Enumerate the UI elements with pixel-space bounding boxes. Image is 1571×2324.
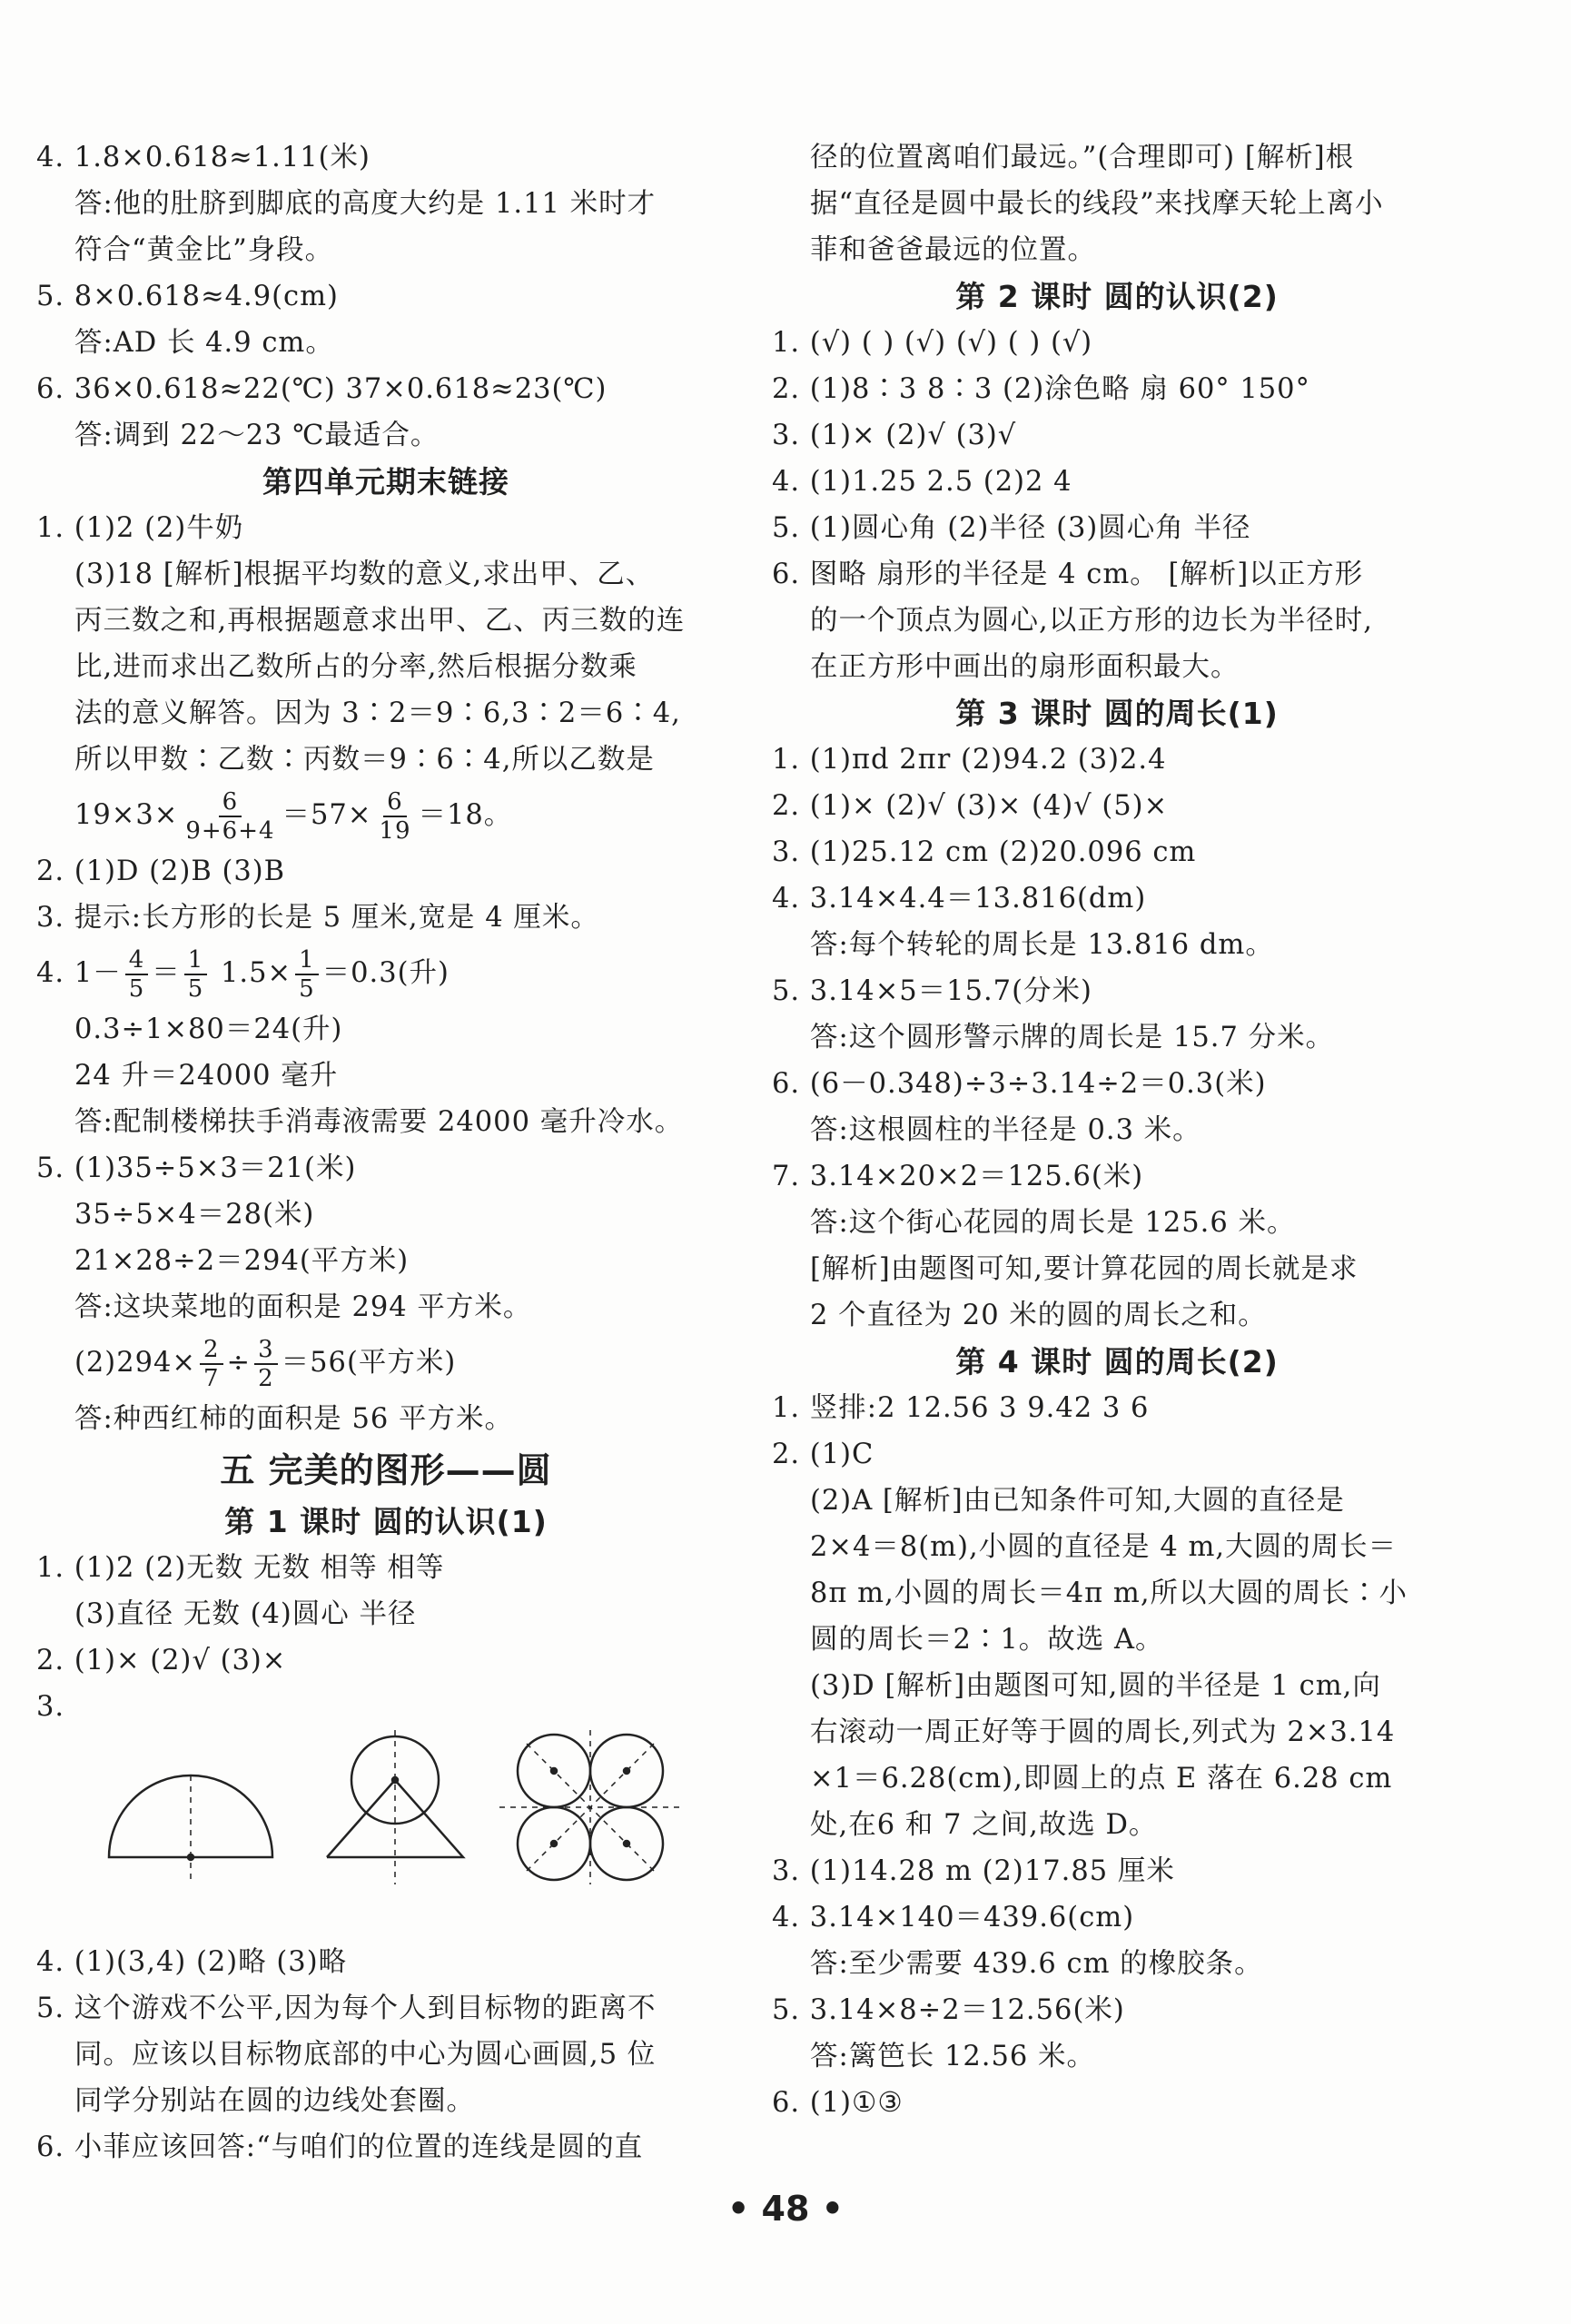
geometry-drawings bbox=[73, 1730, 690, 1912]
answer-line: 同学分别站在圆的边线处套圈。 bbox=[74, 2085, 475, 2117]
semicircle-figure bbox=[109, 1775, 272, 1884]
lesson-heading: 第 3 课时 圆的周长(1) bbox=[955, 696, 1279, 731]
answer-line: (3)18 [解析]根据平均数的意义,求出甲、乙、 bbox=[74, 559, 655, 590]
answer-line: 6. 小菲应该回答:“与咱们的位置的连线是圆的直 bbox=[36, 2131, 644, 2163]
answer-line: [解析]由题图可知,要计算花园的周长就是求 bbox=[810, 1253, 1359, 1285]
answer-line: 圆的周长＝2∶1。故选 A。 bbox=[810, 1624, 1164, 1656]
answer-line: 据“直径是圆中最长的线段”来找摩天轮上离小 bbox=[810, 188, 1384, 220]
answer-line: 5. 这个游戏不公平,因为每个人到目标物的距离不 bbox=[36, 1993, 657, 2024]
answer-line: 1. 竖排:2 12.56 3 9.42 3 6 bbox=[772, 1392, 1150, 1424]
answer-line: 3. bbox=[36, 1691, 65, 1723]
right-column bbox=[772, 134, 1462, 2126]
answer-line: 4. (1)(3,4) (2)略 (3)略 bbox=[36, 1946, 348, 1978]
answer-line: 答:他的肚脐到脚底的高度大约是 1.11 米时才 bbox=[74, 188, 657, 220]
answer-line: 3. (1)14.28 m (2)17.85 厘米 bbox=[772, 1855, 1175, 1887]
answer-line: 4. 3.14×140＝439.6(cm) bbox=[772, 1902, 1135, 1933]
answer-line: 0.3÷1×80＝24(升) bbox=[74, 1014, 343, 1045]
page-number: • 48 • bbox=[727, 2189, 844, 2229]
answer-line: (3)D [解析]由题图可知,圆的半径是 1 cm,向 bbox=[810, 1670, 1381, 1702]
chapter-heading: 五 完美的图形——圆 bbox=[220, 1450, 552, 1490]
lesson-heading: 第 2 课时 圆的认识(2) bbox=[955, 279, 1279, 314]
fraction-line: (2)294× $\frac{2}{7}$ ÷ $\frac{3}{2}$ ＝56(平方米) bbox=[74, 1336, 457, 1392]
answer-line: 答:配制楼梯扶手消毒液需要 24000 毫升冷水。 bbox=[74, 1106, 684, 1138]
answer-line: 24 升＝24000 毫升 bbox=[74, 1060, 339, 1092]
answer-line: 6. 36×0.618≈22(℃) 37×0.618≈23(℃) bbox=[36, 373, 608, 405]
answer-line: 4. 3.14×4.4＝13.816(dm) bbox=[772, 883, 1147, 915]
answer-line: 1. (1)πd 2πr (2)94.2 (3)2.4 bbox=[772, 744, 1167, 776]
answer-line: 答:这根圆柱的半径是 0.3 米。 bbox=[810, 1114, 1201, 1146]
fraction: $\frac{3}{2}$ bbox=[254, 1336, 278, 1392]
answer-line: 答:篱笆长 12.56 米。 bbox=[810, 2041, 1095, 2072]
answer-line: 答:这个圆形警示牌的周长是 15.7 分米。 bbox=[810, 1022, 1335, 1053]
answer-line: 8π m,小圆的周长＝4π m,所以大圆的周长∶小 bbox=[810, 1577, 1408, 1609]
answer-line: (3)直径 无数 (4)圆心 半径 bbox=[74, 1598, 417, 1630]
answer-line: 2. (1)× (2)√ (3)× (4)√ (5)× bbox=[772, 790, 1169, 822]
answer-line: 丙三数之和,再根据题意求出甲、乙、丙三数的连 bbox=[74, 605, 686, 637]
answer-line: 答:每个转轮的周长是 13.816 dm。 bbox=[810, 929, 1274, 961]
answer-line: 5. 3.14×5＝15.7(分米) bbox=[772, 975, 1092, 1007]
answer-line: 答:AD 长 4.9 cm。 bbox=[74, 327, 334, 359]
answer-line: 4. 1.8×0.618≈1.11(米) bbox=[36, 142, 371, 173]
answer-line: 6. (6－0.348)÷3÷3.14÷2＝0.3(米) bbox=[772, 1068, 1267, 1100]
left-column bbox=[36, 134, 736, 2171]
answer-line: 6. 图略 扇形的半径是 4 cm。 [解析]以正方形 bbox=[772, 559, 1364, 590]
answer-line: 2×4＝8(m),小圆的直径是 4 m,大圆的周长＝ bbox=[810, 1531, 1398, 1563]
answer-line: (2)A [解析]由已知条件可知,大圆的直径是 bbox=[810, 1485, 1345, 1517]
answer-line: 法的意义解答。因为 3∶2＝9∶6,3∶2＝6∶4, bbox=[74, 697, 681, 729]
answer-line: 处,在6 和 7 之间,故选 D。 bbox=[810, 1809, 1158, 1841]
answer-line: 右滚动一周正好等于圆的周长,列式为 2×3.14 bbox=[810, 1716, 1396, 1748]
answer-line: 2. (1)× (2)√ (3)× bbox=[36, 1645, 287, 1676]
fraction: $\frac{6}{9+6+4}$ bbox=[185, 788, 275, 845]
answer-line: 1. (√) ( ) (√) (√) ( ) (√) bbox=[772, 327, 1093, 359]
circle-figures bbox=[36, 1730, 736, 1939]
four-circles-figure bbox=[499, 1730, 681, 1884]
answer-line: 2. (1)8∶3 8∶3 (2)涂色略 扇 60° 150° bbox=[772, 373, 1310, 405]
circle-triangle-figure bbox=[327, 1730, 463, 1884]
answer-line: 21×28÷2＝294(平方米) bbox=[74, 1245, 410, 1277]
answer-line: 5. (1)圆心角 (2)半径 (3)圆心角 半径 bbox=[772, 512, 1251, 544]
answer-line: 5. 3.14×8÷2＝12.56(米) bbox=[772, 1994, 1125, 2026]
fraction: $\frac{1}{5}$ bbox=[295, 946, 319, 1003]
answer-line: 比,进而求出乙数所占的分率,然后根据分数乘 bbox=[74, 651, 637, 683]
fraction: $\frac{4}{5}$ bbox=[125, 946, 149, 1003]
answer-line: 符合“黄金比”身段。 bbox=[74, 234, 334, 266]
lesson-heading: 第 1 课时 圆的认识(1) bbox=[224, 1504, 548, 1539]
answer-line: 3. 提示:长方形的长是 5 厘米,宽是 4 厘米。 bbox=[36, 902, 599, 934]
answer-line: 答:种西红柿的面积是 56 平方米。 bbox=[74, 1403, 513, 1435]
answer-line: 7. 3.14×20×2＝125.6(米) bbox=[772, 1161, 1144, 1192]
fraction: $\frac{6}{19}$ bbox=[379, 788, 411, 845]
answer-line: 同。应该以目标物底部的中心为圆心画圆,5 位 bbox=[74, 2039, 657, 2071]
answer-line: 的一个顶点为圆心,以正方形的边长为半径时, bbox=[810, 605, 1373, 637]
answer-line: 菲和爸爸最远的位置。 bbox=[810, 234, 1096, 266]
answer-line: 6. (1)①③ bbox=[772, 2087, 904, 2119]
section-heading: 第四单元期末链接 bbox=[262, 464, 509, 499]
answer-line: 答:调到 22～23 ℃最适合。 bbox=[74, 420, 440, 451]
fraction-line: 4. 1－ $\frac{4}{5}$ ＝ $\frac{1}{5}$ 1.5× $\frac{1}{5}$ ＝0.3(升) bbox=[36, 946, 450, 1003]
answer-line: 3. (1)× (2)√ (3)√ bbox=[772, 420, 1017, 451]
answer-line: 2. (1)C bbox=[772, 1439, 874, 1470]
fraction: $\frac{1}{5}$ bbox=[184, 946, 208, 1003]
answer-line: 径的位置离咱们最远。”(合理即可) [解析]根 bbox=[810, 142, 1355, 173]
answer-line: 3. (1)25.12 cm (2)20.096 cm bbox=[772, 836, 1197, 868]
answer-line: 1. (1)2 (2)无数 无数 相等 相等 bbox=[36, 1552, 445, 1584]
answer-line: 答:这块菜地的面积是 294 平方米。 bbox=[74, 1291, 532, 1323]
answer-line: 答:至少需要 439.6 cm 的橡胶条。 bbox=[810, 1948, 1263, 1980]
answer-line: 所以甲数∶乙数∶丙数＝9∶6∶4,所以乙数是 bbox=[74, 744, 655, 776]
answer-line: ×1＝6.28(cm),即圆上的点 E 落在 6.28 cm bbox=[810, 1763, 1393, 1795]
fraction-line: 19×3× $\frac{6}{9+6+4}$ ＝57× $\frac{6}{19}$ ＝18。 bbox=[74, 788, 513, 845]
lesson-heading: 第 4 课时 圆的周长(2) bbox=[955, 1344, 1279, 1380]
answer-line: 在正方形中画出的扇形面积最大。 bbox=[810, 651, 1240, 683]
answer-line: 5. 8×0.618≈4.9(cm) bbox=[36, 281, 339, 312]
answer-line: 5. (1)35÷5×3＝21(米) bbox=[36, 1152, 357, 1184]
answer-line: 1. (1)2 (2)牛奶 bbox=[36, 512, 244, 544]
fraction: $\frac{2}{7}$ bbox=[200, 1336, 223, 1392]
answer-line: 4. (1)1.25 2.5 (2)2 4 bbox=[772, 466, 1072, 498]
answer-line: 答:这个街心花园的周长是 125.6 米。 bbox=[810, 1207, 1296, 1239]
answer-line: 2. (1)D (2)B (3)B bbox=[36, 855, 286, 887]
answer-line: 35÷5×4＝28(米) bbox=[74, 1199, 315, 1231]
answer-line: 2 个直径为 20 米的圆的周长之和。 bbox=[810, 1300, 1267, 1331]
